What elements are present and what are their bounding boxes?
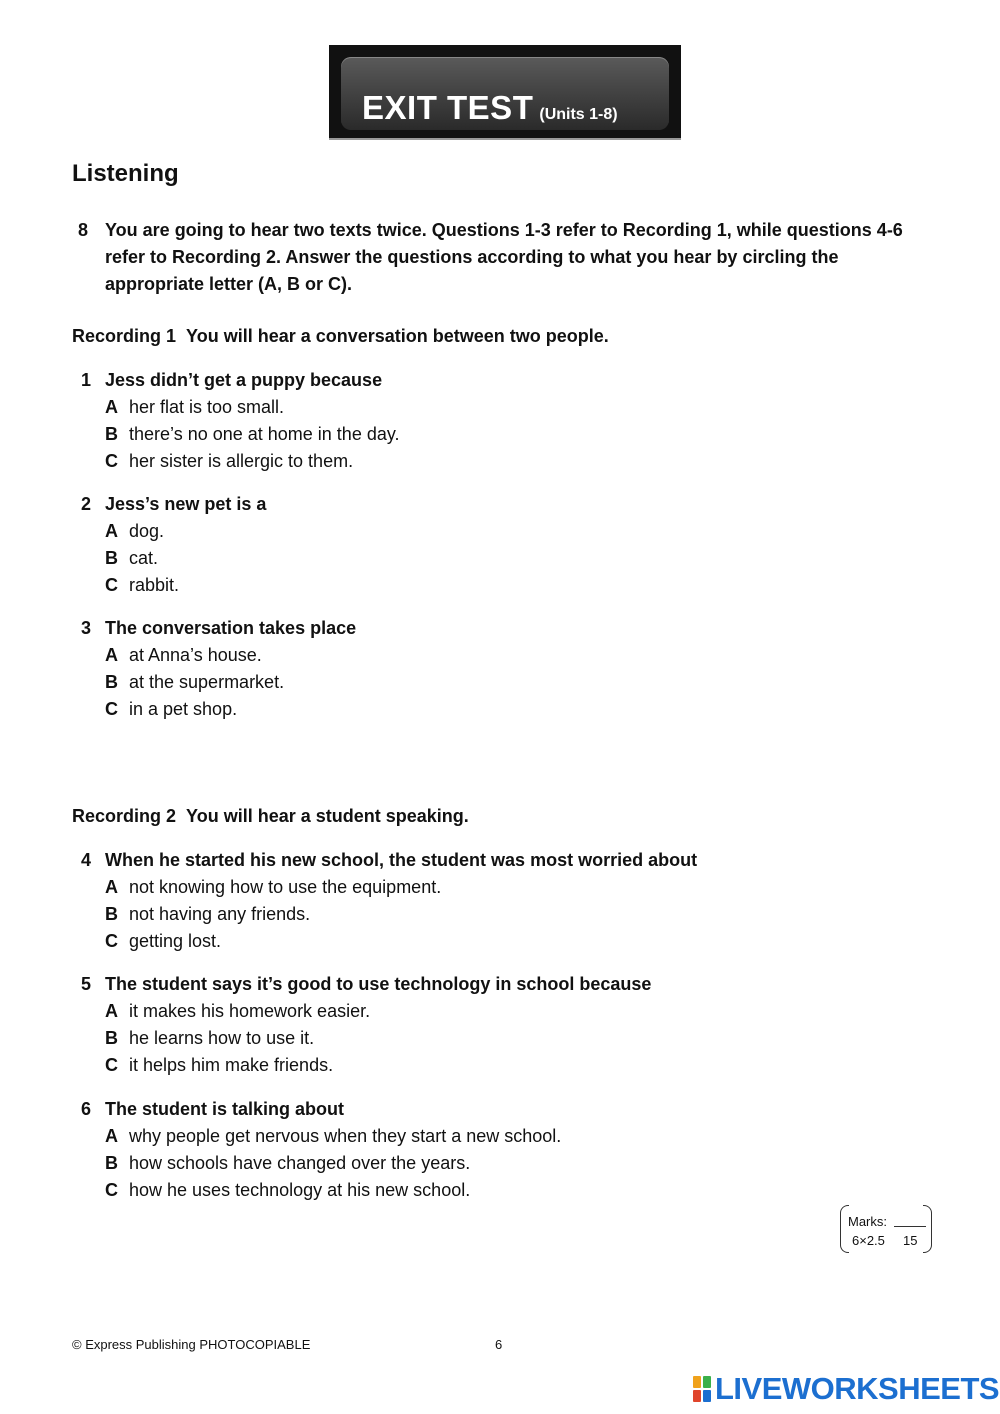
option-b[interactable] bbox=[105, 424, 400, 445]
option-c[interactable] bbox=[105, 1055, 333, 1076]
marks-bracket-right bbox=[923, 1205, 932, 1253]
option-text: at the supermarket. bbox=[129, 672, 285, 692]
option-b[interactable] bbox=[105, 672, 284, 693]
option-text: getting lost. bbox=[129, 931, 222, 951]
option-b[interactable] bbox=[105, 1028, 314, 1049]
option-letter[interactable]: B bbox=[105, 424, 118, 444]
question-number: 1 bbox=[81, 370, 92, 390]
question-text: The conversation takes place bbox=[105, 618, 357, 638]
option-text: her sister is allergic to them. bbox=[129, 451, 354, 471]
marks-box bbox=[840, 1205, 932, 1253]
option-letter[interactable]: A bbox=[105, 645, 118, 665]
question-number: 5 bbox=[81, 974, 92, 994]
task-instruction-text: You are going to hear two texts twice. Questions 1-3 refer to Recording 1, while questions 4-6 refer to Recording 2. Answer the questions according to what you hear by circling the appropriate letter (A, B or C). bbox=[105, 220, 903, 294]
page-number: 6 bbox=[495, 1337, 503, 1352]
option-letter[interactable]: B bbox=[105, 904, 118, 924]
exit-test-banner bbox=[329, 45, 681, 140]
brand-name: LIVEWORKSHEETS bbox=[715, 1371, 1000, 1406]
question-number: 6 bbox=[81, 1099, 92, 1119]
recording-description: You will hear a conversation between two people. bbox=[186, 326, 609, 346]
liveworksheets-brand bbox=[693, 1372, 999, 1406]
option-text: how he uses technology at his new school. bbox=[129, 1180, 471, 1200]
option-letter[interactable]: C bbox=[105, 575, 118, 595]
option-c[interactable] bbox=[105, 1180, 470, 1201]
option-letter[interactable]: B bbox=[105, 548, 118, 568]
option-c[interactable] bbox=[105, 575, 179, 596]
logo-tile bbox=[703, 1376, 711, 1388]
question-number: 3 bbox=[81, 618, 92, 638]
option-letter[interactable]: B bbox=[105, 1153, 118, 1173]
logo-tile bbox=[693, 1376, 701, 1388]
option-letter[interactable]: C bbox=[105, 1180, 118, 1200]
task-instruction bbox=[72, 217, 932, 298]
option-text: there’s no one at home in the day. bbox=[129, 424, 400, 444]
recording-label: Recording 1 bbox=[72, 326, 177, 346]
option-a[interactable] bbox=[105, 1126, 561, 1147]
question-text: When he started his new school, the student was most worried about bbox=[105, 850, 698, 870]
option-letter[interactable]: B bbox=[105, 672, 118, 692]
option-a[interactable] bbox=[105, 645, 262, 666]
option-c[interactable] bbox=[105, 451, 353, 472]
task-number: 8 bbox=[78, 220, 89, 240]
option-b[interactable] bbox=[105, 548, 158, 569]
option-text: her flat is too small. bbox=[129, 397, 285, 417]
marks-bracket-left bbox=[840, 1205, 849, 1253]
option-text: cat. bbox=[129, 548, 159, 568]
recording-label: Recording 2 bbox=[72, 806, 177, 826]
option-letter[interactable]: C bbox=[105, 931, 118, 951]
marks-calculation: 6×2.5 bbox=[852, 1233, 885, 1248]
footer-copyright: © Express Publishing PHOTOCOPIABLE bbox=[72, 1337, 311, 1352]
option-text: rabbit. bbox=[129, 575, 180, 595]
option-text: how schools have changed over the years. bbox=[129, 1153, 471, 1173]
option-text: it helps him make friends. bbox=[129, 1055, 334, 1075]
option-letter[interactable]: B bbox=[105, 1028, 118, 1048]
option-text: he learns how to use it. bbox=[129, 1028, 315, 1048]
question-text: Jess’s new pet is a bbox=[105, 494, 267, 514]
option-letter[interactable]: A bbox=[105, 397, 118, 417]
logo-tile bbox=[693, 1390, 701, 1402]
logo-tile bbox=[703, 1390, 711, 1402]
marks-total: 15 bbox=[903, 1233, 918, 1248]
option-b[interactable] bbox=[105, 904, 310, 925]
section-title: Listening bbox=[72, 160, 179, 187]
banner-title: EXIT TEST bbox=[362, 89, 534, 126]
marks-label: Marks: bbox=[848, 1214, 887, 1229]
option-text: not having any friends. bbox=[129, 904, 311, 924]
question-number: 2 bbox=[81, 494, 92, 514]
question-text: Jess didn’t get a puppy because bbox=[105, 370, 383, 390]
option-text: why people get nervous when they start a new school. bbox=[129, 1126, 562, 1146]
option-text: dog. bbox=[129, 521, 165, 541]
option-letter[interactable]: A bbox=[105, 521, 118, 541]
option-a[interactable] bbox=[105, 877, 441, 898]
option-letter[interactable]: A bbox=[105, 1001, 118, 1021]
banner-subtitle: (Units 1-8) bbox=[539, 106, 618, 123]
option-letter[interactable]: C bbox=[105, 451, 118, 471]
option-text: at Anna’s house. bbox=[129, 645, 262, 665]
option-letter[interactable]: A bbox=[105, 877, 118, 897]
option-c[interactable] bbox=[105, 699, 237, 720]
recording-2-heading bbox=[72, 806, 469, 827]
option-text: in a pet shop. bbox=[129, 699, 238, 719]
option-c[interactable] bbox=[105, 931, 221, 952]
option-letter[interactable]: A bbox=[105, 1126, 118, 1146]
option-text: it makes his homework easier. bbox=[129, 1001, 371, 1021]
option-b[interactable] bbox=[105, 1153, 470, 1174]
option-letter[interactable]: C bbox=[105, 699, 118, 719]
question-number: 4 bbox=[81, 850, 92, 870]
option-a[interactable] bbox=[105, 1001, 370, 1022]
marks-score-blank[interactable] bbox=[894, 1226, 926, 1227]
option-a[interactable] bbox=[105, 397, 284, 418]
liveworksheets-logo-icon bbox=[693, 1376, 711, 1402]
option-text: not knowing how to use the equipment. bbox=[129, 877, 442, 897]
banner-text bbox=[362, 89, 618, 127]
question-text: The student is talking about bbox=[105, 1099, 345, 1119]
option-a[interactable] bbox=[105, 521, 164, 542]
recording-1-heading bbox=[72, 326, 609, 347]
recording-description: You will hear a student speaking. bbox=[186, 806, 469, 826]
question-text: The student says it’s good to use technology in school because bbox=[105, 974, 652, 994]
option-letter[interactable]: C bbox=[105, 1055, 118, 1075]
